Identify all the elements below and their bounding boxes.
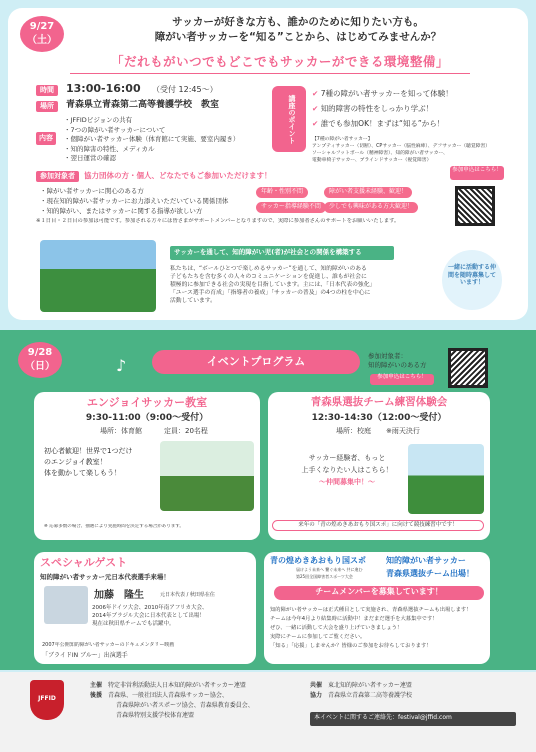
kokuspo-body xyxy=(270,606,486,651)
enjoy-capacity: 定員：20名程 xyxy=(164,427,208,435)
mission-line: 私たちは、“ボールひとつで楽しめるサッカー”を通して、知的障がいのある xyxy=(170,266,367,272)
career-line: 現在は秋田県チームでも活躍中。 xyxy=(92,621,175,627)
enjoy-line: 体を動かして楽しもう！ xyxy=(44,469,121,477)
support-label: 後援 xyxy=(90,692,103,699)
jffid-logo: JFFID xyxy=(30,680,64,720)
headline-underline xyxy=(70,73,470,74)
date-badge-day2 xyxy=(18,342,62,378)
qr-code-day1[interactable] xyxy=(455,186,495,226)
day2-target xyxy=(368,352,427,370)
guest-doc: 2007年公開知的障がい者サッカーのドキュメンタリー映画 xyxy=(42,642,175,648)
pill-coaching: サッカー指導経験不問 xyxy=(256,202,326,213)
day2-target-value: 知的障がいのある方 xyxy=(368,361,427,369)
target-label: 参加対象者 xyxy=(36,171,79,182)
points-list xyxy=(312,86,512,131)
intro-line2: 障がい者サッカーを“知る”ことから、はじめてみませんか？ xyxy=(154,31,442,43)
host-label: 主催 xyxy=(90,682,103,689)
check-icon: ✔ xyxy=(312,119,319,128)
point-item xyxy=(312,101,512,116)
check-icon: ✔ xyxy=(312,104,319,113)
kokuspo-line: 実際にチームに参加してご覧ください。 xyxy=(270,634,366,640)
enjoy-line: 初心者歓迎！世界で1つだけ xyxy=(44,447,133,455)
apply-button-day2[interactable]: 参加申込はこちら！ xyxy=(370,374,434,385)
qr-code-day2[interactable] xyxy=(448,348,488,388)
program-title: イベントプログラム xyxy=(152,350,360,374)
check-icon: ✔ xyxy=(312,89,319,98)
target-item: ・現在知的障がい者サッカーにお力添えいただいている関係団体 xyxy=(40,197,229,205)
enjoy-line: のエンジョイ教室！ xyxy=(44,458,107,466)
kokuspo-slogan: 届けよう未来へ 繋ぐ未来へ 共に進む xyxy=(296,567,363,572)
mission-line: 積極的に参加できる社会の実現を目指しています。主には、「日本代表の強化」 xyxy=(170,282,376,288)
team-photo xyxy=(40,240,156,312)
trial-time: 12:30-14:30（12:00～受付） xyxy=(311,413,447,423)
join-bubble: 一緒に活動する仲間を随時募集しています！ xyxy=(442,250,502,310)
kokuspo-line: チームは今年4月より結集時に活動中！まだまだ選手を大募集中です！ xyxy=(270,616,438,622)
date-day1: 9/27 xyxy=(29,21,55,32)
kokuspo-banner: チームメンバーを募集しています！ xyxy=(274,586,484,600)
coop-row xyxy=(310,691,530,701)
enjoy-place: 場所：体育館 xyxy=(100,427,142,435)
enjoy-photo xyxy=(160,441,254,511)
mission-banner: サッカーを通して、知的障がい児(者)が社会との関係を構築する xyxy=(170,246,394,260)
enjoy-time: 9:30-11:00（9:00～受付） xyxy=(85,413,209,423)
enjoy-note: ※ 応募多数の場合、抽選により実施時間を決定する場合があります。 xyxy=(44,524,184,529)
time-value: 13:00-16:00 xyxy=(66,82,141,95)
guest-title: スペシャルゲスト xyxy=(40,556,128,569)
time-label: 時間 xyxy=(36,85,58,96)
mission-body xyxy=(170,265,430,305)
point-text: 知的障害の特性をしっかり学ぶ！ xyxy=(320,104,434,113)
guest-sub: 知的障がい者サッカー元日本代表選手来場！ xyxy=(40,573,170,581)
intro-line1: サッカーが好きな方も、誰かのために知りたい方も。 xyxy=(172,16,424,28)
co-row xyxy=(310,681,530,691)
point-item xyxy=(312,116,512,131)
kokuspo-logo: 青の煌めきあおもり国スポ xyxy=(270,556,366,565)
trial-copy xyxy=(282,452,412,488)
mission-line: 「ユース選手の育成」「指導者の養成」「サッカーの普及」の4つの柱を中心に xyxy=(170,290,371,296)
seven-line: ソーシャルフットボール（精神障害）、知的障がい者サッカー、 xyxy=(312,151,448,156)
mission-line: 子どもたちを含む多くの人々のコミュニケーションを促進し、誰もが社会に xyxy=(170,274,367,280)
enjoy-title: エンジョイサッカー教室 xyxy=(86,396,208,409)
seven-title: 【7種の障がい者サッカー】 xyxy=(312,137,373,142)
content-item: ・7つの障がい者サッカーについて xyxy=(64,125,166,134)
date-day2: 9/28 xyxy=(27,347,53,358)
content-item: ・知的障害の特性、メディカル xyxy=(64,144,155,153)
seven-types xyxy=(312,136,518,164)
trial-place: 場所：校庭 xyxy=(336,427,371,435)
music-note-icon: ♪ xyxy=(116,356,127,375)
content-item: ・個障がい者サッカー体験（体育館にて実施、要室内履き） xyxy=(64,135,240,143)
date-badge-day1 xyxy=(20,16,64,52)
trial-title: 青森県選抜チーム練習体験会 xyxy=(310,396,448,408)
pill-age: 年齢・性別不問 xyxy=(256,187,308,198)
content-list xyxy=(64,116,264,164)
contact-email[interactable]: 本イベントに関するご連絡先：festival@jffid.com xyxy=(310,712,516,726)
content-item: ・JFFIDビジョンの共有 xyxy=(64,116,133,124)
trial-next: 来年の「青の煌めきあおもり国スポ」に向けて競技練習中です！ xyxy=(272,520,484,531)
trial-line: 上手くなりたい人はこちら！ xyxy=(301,466,393,474)
kokuspo-line: 知的障がい者サッカーは正式種目として実施され、青森県選抜チームも出場します！ xyxy=(270,607,472,613)
time-note: （受付 12:45～） xyxy=(152,85,218,94)
coop-label: 協力 xyxy=(310,692,323,699)
trial-recruit: ～仲間募集中！～ xyxy=(319,478,375,486)
host-value: 特定非営利活動法人日本知的障がい者サッカー連盟 xyxy=(108,682,246,689)
kokuspo-line: ぜひ、一緒に活動して大会を盛り上げていきましょう！ xyxy=(270,625,403,631)
co-label: 共催 xyxy=(310,682,323,689)
point-item xyxy=(312,86,512,101)
apply-button-day1[interactable]: 参加申込はこちら！ xyxy=(450,166,504,180)
seven-line: アンプティサッカー（切断）、CPサッカー（脳性麻痺）、デフサッカー（聴覚障害） xyxy=(312,144,491,149)
co-value: 東北知的障がい者サッカー連盟 xyxy=(328,682,412,689)
guest-film: 「ブライドIN ブルー」出演選手 xyxy=(42,652,128,659)
guest-career xyxy=(92,604,252,628)
career-line: 2014年ブラジル大会に日本代表として出場！ xyxy=(92,613,205,619)
mission-line: 活動しています。 xyxy=(170,298,216,304)
target-list xyxy=(40,186,270,216)
day2-target-label: 参加対象者： xyxy=(368,352,407,360)
support-line: 青森県障がい者スポーツ協会、青森県教育委員会、 xyxy=(116,702,254,709)
point-text: 誰でも参加OK！まずは“知る”から！ xyxy=(320,119,445,128)
support-line: 青森県、一般社団法人青森県サッカー協会、 xyxy=(108,692,228,699)
trial-photo xyxy=(408,444,484,514)
dow-day2: （日） xyxy=(25,361,55,372)
host-row xyxy=(90,681,310,691)
footer-right xyxy=(310,681,530,701)
guest-team: 元日本代表 / 秋田県在住 xyxy=(160,592,215,598)
point-text: 7種の障がい者サッカーを知って体験！ xyxy=(320,89,453,98)
pill-interest: 少しでも興味がある方大歓迎！ xyxy=(324,202,418,213)
headline: 「だれもがいつでもどこでもサッカーができる環境整備」 xyxy=(111,54,449,69)
target-text: 協力団体の方・個人、どなたでもご参加いただけます！ xyxy=(84,171,272,180)
place-value: 青森県立青森第二高等養護学校 教室 xyxy=(66,100,220,110)
guest-name: 加藤 隆生 xyxy=(94,590,144,601)
point-label: 講座のポイント xyxy=(272,86,306,152)
kokuspo-line: 「知る」「応援」しませんか？皆様のご参加をお待ちしております！ xyxy=(270,643,432,649)
target-item: ・障がい者サッカーに関心のある方 xyxy=(40,187,144,195)
content-item: ・翌日運営の確認 xyxy=(64,154,116,162)
content-label: 内容 xyxy=(36,132,56,145)
footer-left xyxy=(90,681,310,721)
guest-photo xyxy=(44,586,88,624)
coop-value: 青森県立青森第二高等養護学校 xyxy=(328,692,413,699)
kokuspo-title1: 知的障がい者サッカー xyxy=(386,556,466,565)
place-label: 場所 xyxy=(36,101,58,112)
kokuspo-title2: 青森県選抜チーム出場！ xyxy=(386,569,474,578)
dow-day1: （土） xyxy=(27,35,57,46)
career-line: 2006年ドイツ大会、2010年南アフリカ大会、 xyxy=(92,605,208,611)
kokuspo-subtitle: 第25回全国障害者スポーツ大会 xyxy=(296,574,353,579)
support-row xyxy=(90,691,310,701)
trial-line: サッカー経験者、もっと xyxy=(308,454,386,462)
trial-rain: ※雨天決行 xyxy=(386,427,420,435)
enjoy-copy xyxy=(44,446,156,479)
pill-inexperienced: 障がい者支援未経験、歓迎！ xyxy=(324,187,412,198)
target-item: ・知的障がい、またはサッカーに関する指導が欲しい方 xyxy=(40,207,203,215)
notice: ※１日目・２日目の参加は可能です。参加される方々には皆さまがサポートメンバーとなりますので、実際に参加者さんのサポートをお願いいたします。 xyxy=(36,218,400,224)
support-line: 青森県特別支援学校体育連盟 xyxy=(116,712,195,719)
seven-line: 電動車椅子サッカー、ブラインドサッカー（視覚障害） xyxy=(312,158,432,163)
